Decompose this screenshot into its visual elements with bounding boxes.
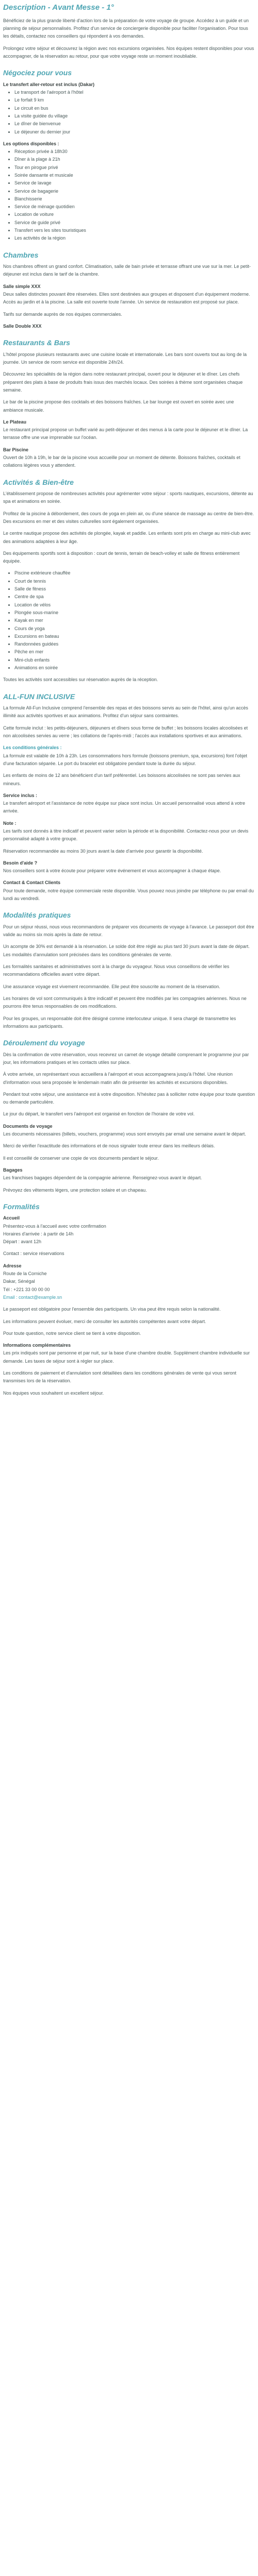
rooms-double-label: Salle Double XXX xyxy=(3,323,42,329)
rooms-paragraph: Tarifs sur demande auprès de nos équipes commerciales. xyxy=(3,311,122,317)
section-heading-what: Négociez pour vous xyxy=(3,69,72,77)
bagages-paragraph: Prévoyez des vêtements légers, une protection solaire et un chapeau. xyxy=(3,1187,147,1193)
restaurants-paragraph: Le bar de la piscine propose des cocktails et des boissons fraîches. Le bar lounge est ouvert en soirée avec une ambiance musicale. xyxy=(3,399,234,413)
list-item: • Les activités de la région xyxy=(14,234,255,242)
allin-service-label: Service inclus : xyxy=(3,792,38,798)
allin-note-label: Note : xyxy=(3,820,17,826)
list-item: • Service de guide privé xyxy=(14,219,255,227)
deroulement-paragraph: À votre arrivée, un représentant vous accueillera à l'aéroport et vous accompagnera jusqu'à l'hôtel. Une réunion d'information vous sera proposée le lendemain matin afin de présenter les activités et excursions disponibles. xyxy=(3,1072,233,1085)
list-item: • Le déjeuner du dernier jour xyxy=(14,128,255,136)
restaurants-paragraph: Le restaurant principal propose un buffet varié au petit-déjeuner et des menus à la carte pour le déjeuner et le dîner. La terrasse offre une vue imprenable sur l'océan. xyxy=(3,427,248,440)
list-item: • Service de bagagerie xyxy=(14,188,255,195)
list-item: • Piscine extérieure chauffée xyxy=(14,569,255,577)
list-item: • Le dîner de bienvenue xyxy=(14,120,255,128)
activities-paragraph: Le centre nautique propose des activités de plongée, kayak et paddle. Les enfants sont pris en charge au mini-club avec des animations adaptées à leur âge. xyxy=(3,531,251,544)
bar-label: Bar Piscine xyxy=(3,447,29,452)
contact-label: Contact & Contact Clients xyxy=(3,880,61,886)
options-title: Les options disponibles : xyxy=(3,141,59,146)
contact-paragraph: Pour toute demande, notre équipe commerciale reste disponible. Vous pouvez nous joindre par téléphone ou par email du lundi au vendredi. xyxy=(3,888,254,902)
list-item: • Plongée sous-marine xyxy=(14,609,255,617)
list-item: • Excursions en bateau xyxy=(14,633,255,640)
section-heading-rooms: Chambres xyxy=(3,250,39,259)
allin-paragraph: Le transfert aéroport et l'assistance de notre équipe sur place sont inclus. Un accueil personnalisé vous attend à votre arrivée. xyxy=(3,801,245,814)
modalites-paragraph: Les formalités sanitaires et administratives sont à la charge du voyageur. Nous vous conseillons de vérifier les recommandations officielles avant votre départ. xyxy=(3,964,230,977)
list-item: • Soirée dansante et musicale xyxy=(14,172,255,179)
modalites-paragraph: Pour les groupes, un responsable doit être désigné comme interlocuteur unique. Il sera chargé de transmettre les informations aux participants. xyxy=(3,1015,236,1029)
formalites-contact: Contact : service réservations xyxy=(3,1251,64,1257)
list-item: • Cours de yoga xyxy=(14,625,255,633)
list-item: • Le circuit en bus xyxy=(14,105,255,112)
list-item: • Randonnées guidées xyxy=(14,640,255,648)
help-label: Besoin d'aide ? xyxy=(3,860,38,866)
text-line: Présentez-vous à l'accueil avec votre confirmation xyxy=(3,1223,106,1229)
section-heading-modalites: Modalités pratiques xyxy=(3,911,71,920)
address-line: Dakar, Sénégal xyxy=(3,1279,35,1284)
text-line: Horaires d'arrivée : à partir de 14h xyxy=(3,1231,74,1236)
formalites-paragraph: Pour toute question, notre service client se tient à votre disposition. xyxy=(3,1330,141,1336)
allin-paragraph: La formule All-Fun Inclusive comprend l'ensemble des repas et des boissons servis au sein de l'hôtel, ainsi qu'un accès illimité aux activités sportives et aux animations. Profitez d'un séjour sans contraintes. xyxy=(3,705,248,719)
allin-paragraph: Réservation recommandée au moins 30 jours avant la date d'arrivée pour garantir la disponibilité. xyxy=(3,848,203,854)
restaurants-paragraph: L'hôtel propose plusieurs restaurants avec une cuisine locale et internationale. Les bars sont ouverts tout au long de la journée. Un service de room service est disponible 24h/24. xyxy=(3,351,247,365)
formalites-paragraph: Le passeport est obligatoire pour l'ensemble des participants. Un visa peut être requis selon la nationalité. xyxy=(3,1307,221,1312)
section-heading-deroulement: Déroulement du voyage xyxy=(3,1039,85,1047)
formalites-lines xyxy=(3,1223,255,1246)
bagages-label: Bagages xyxy=(3,1167,23,1173)
list-item: • Location de voiture xyxy=(14,211,255,218)
list-item: • Réception privée à 18h30 xyxy=(14,148,255,156)
activities-list xyxy=(3,569,255,672)
allin-paragraph: Les enfants de moins de 12 ans bénéficient d'un tarif préférentiel. Les boissons alcoolisées ne sont pas servies aux mineurs. xyxy=(3,773,240,786)
deroulement-paragraph: Dès la confirmation de votre réservation, vous recevrez un carnet de voyage détaillé comprenant le programme jour par jour, les informations pratiques et les contacts utiles sur place. xyxy=(3,1052,249,1065)
intro-paragraph: Prolongez votre séjour et découvrez la région avec nos excursions organisées. Nos équipes restent disponibles pour vous accompagner, de la réservation au retour, pour que votre voyage reste un moment inoubliable. xyxy=(3,45,254,59)
activities-paragraph: Profitez de la piscine à débordement, des cours de yoga en plein air, ou d'une séance de massage au centre de bien-être. Des excursions en mer et des visites culturelles sont également organisées. xyxy=(3,511,254,524)
section-heading-all-inclusive: ALL-FUN INCLUSIVE xyxy=(3,692,75,701)
address-block xyxy=(3,1270,255,1301)
section-heading-formalites: Formalités xyxy=(3,1202,40,1211)
closing-paragraph: Nos équipes vous souhaitent un excellent séjour. xyxy=(3,1390,104,1396)
allin-paragraph: La formule est valable de 10h à 23h. Les consommations hors formule (boissons premium, spa, excursions) font l'objet d'une facturation séparée. Le port du bracelet est obligatoire pendant toute la durée du séjour. xyxy=(3,753,247,766)
activities-paragraph: Des équipements sportifs sont à disposition : court de tennis, terrain de beach-volley et salle de fitness entièrement équipée. xyxy=(3,550,240,564)
list-item: • Pêche en mer xyxy=(14,648,255,656)
email-link[interactable]: Email : contact@example.sn xyxy=(3,1294,62,1300)
list-item: • Kayak en mer xyxy=(14,617,255,624)
options-list xyxy=(3,148,255,243)
address-line: Tél : +221 33 00 00 00 xyxy=(3,1286,50,1292)
restaurant-label: Le Plateau xyxy=(3,419,27,425)
deroulement-paragraph: Le jour du départ, le transfert vers l'aéroport est organisé en fonction de l'horaire de votre vol. xyxy=(3,1111,195,1117)
modalites-paragraph: Pour un séjour réussi, nous vous recommandons de préparer vos documents de voyage à l'avance. Le passeport doit être valide au moins six mois après la date de retour. xyxy=(3,924,254,938)
address-label: Adresse xyxy=(3,1263,22,1268)
modalites-paragraph: Une assurance voyage est vivement recommandée. Elle peut être souscrite au moment de la réservation. xyxy=(3,984,220,989)
modalites-paragraph: Les horaires de vol sont communiqués à titre indicatif et peuvent être modifiés par les compagnies aériennes. Nous ne pourrons être tenus responsables de ces modifications. xyxy=(3,995,247,1009)
documents-paragraph: Merci de vérifier l'exactitude des informations et de nous signaler toute erreur dans les meilleurs délais. xyxy=(3,1143,215,1149)
list-item: • Le transport de l'aéroport à l'hôtel xyxy=(14,89,255,96)
allin-highlight-label: Les conditions générales : xyxy=(3,745,62,751)
list-item: • Service de lavage xyxy=(14,179,255,187)
page-banner: Description - Avant Messe - 1° xyxy=(3,3,114,12)
rooms-paragraph: Nos chambres offrent un grand confort. Climatisation, salle de bain privée et terrasse offrant une vue sur la mer. Le petit-déjeuner est inclus dans le tarif de la chambre. xyxy=(3,264,251,277)
list-item: • Blanchisserie xyxy=(14,195,255,203)
rooms-paragraph: Deux salles distinctes pouvant être réservées. Elles sont destinées aux groupes et disposent d'un équipement moderne. Accès au jardin et à la piscine. La salle est ouverte toute l'année. Un service de restauration est proposé sur place. xyxy=(3,292,250,305)
deroulement-paragraph: Pendant tout votre séjour, une assistance est à votre disposition. N'hésitez pas à solliciter notre équipe pour toute question ou demande particulière. xyxy=(3,1091,255,1105)
included-list xyxy=(3,89,255,136)
allin-paragraph: Les tarifs sont donnés à titre indicatif et peuvent varier selon la période et la disponibilité. Contactez-nous pour un devis personnalisé adapté à votre groupe. xyxy=(3,828,249,842)
formalites-paragraph: Les informations peuvent évoluer, merci de consulter les autorités compétentes avant votre départ. xyxy=(3,1318,206,1324)
activities-paragraph: L'établissement propose de nombreuses activités pour agrémenter votre séjour : sports nautiques, excursions, détente au spa et animations en soirée. xyxy=(3,491,253,504)
rooms-single-label: Salle simple XXX xyxy=(3,283,41,289)
list-item: • Centre de spa xyxy=(14,593,255,601)
closing-label: Informations complémentaires xyxy=(3,1343,71,1348)
list-item: • Dîner à la plage à 21h xyxy=(14,156,255,163)
modalites-paragraph: Un acompte de 30% est demandé à la réservation. Le solde doit être réglé au plus tard 30 jours avant la date de départ. Les modalités d'annulation sont précisées dans les conditions générales de vente. xyxy=(3,944,250,957)
help-paragraph: Nos conseillers sont à votre écoute pour préparer votre événement et vous accompagner à chaque étape. xyxy=(3,868,221,874)
list-item: • La visite guidée du village xyxy=(14,112,255,120)
list-item: • Salle de fitness xyxy=(14,585,255,593)
list-item: • Animations en soirée xyxy=(14,664,255,672)
closing-paragraph: Les conditions de paiement et d'annulation sont détaillées dans les conditions générales de vente qui vous seront transmises lors de la réservation. xyxy=(3,1370,237,1384)
section-heading-restaurants: Restaurants & Bars xyxy=(3,338,70,347)
list-item: • Court de tennis xyxy=(14,578,255,585)
documents-paragraph: Il est conseillé de conserver une copie de vos documents pendant le séjour. xyxy=(3,1155,159,1161)
list-item: • Tour en pirogue privé xyxy=(14,164,255,172)
list-item: • Service de ménage quotidien xyxy=(14,203,255,211)
closing-paragraph: Les prix indiqués sont par personne et par nuit, sur la base d'une chambre double. Supplément chambre individuelle sur demande. Les taxes de séjour sont à régler sur place. xyxy=(3,1350,250,1364)
address-line: Route de la Corniche xyxy=(3,1271,47,1277)
section-heading-activities: Activités & Bien-être xyxy=(3,478,74,486)
list-item: • Transfert vers les sites touristiques xyxy=(14,227,255,234)
list-item: • Le forfait 9 km xyxy=(14,96,255,104)
formalites-label: Accueil xyxy=(3,1215,20,1221)
bagages-paragraph: Les franchises bagages dépendent de la compagnie aérienne. Renseignez-vous avant le départ. xyxy=(3,1175,202,1181)
documents-label: Documents de voyage xyxy=(3,1123,53,1129)
intro-paragraph: Bénéficiez de la plus grande liberté d'action lors de la préparation de votre voyage de groupe. Accédez à un guide et un planning de séjour personnalisés. Profitez d'un service de conciergerie disponible pour faciliter l'organisation. Pour tous les détails, contactez nos conseillers qui répondent à vos demandes. xyxy=(3,18,249,39)
restaurants-paragraph: Découvrez les spécialités de la région dans notre restaurant principal, ouvert pour le déjeuner et le dîner. Les chefs préparent des plats à base de produits frais issus des marchés locaux. Des soirées à thème sont organisées chaque semaine. xyxy=(3,371,243,393)
restaurants-paragraph: Ouvert de 10h à 19h, le bar de la piscine vous accueille pour un moment de détente. Boissons fraîches, cocktails et collations légères vous y attendent. xyxy=(3,455,240,468)
list-item: • Location de vélos xyxy=(14,601,255,609)
documents-paragraph: Les documents nécessaires (billets, vouchers, programme) vous sont envoyés par email une semaine avant le départ. xyxy=(3,1131,246,1137)
allin-paragraph: Cette formule inclut : les petits-déjeuners, déjeuners et dîners sous forme de buffet ; les boissons locales alcoolisées et non alcoolisées servies au verre ; les collations de l'après-midi ; l'accès aux installations sportives et aux animations. xyxy=(3,725,248,739)
activities-paragraph: Toutes les activités sont accessibles sur réservation auprès de la réception. xyxy=(3,677,158,683)
text-line: Départ : avant 12h xyxy=(3,1239,42,1245)
included-title: Le transfert aller-retour est inclus (Dakar) xyxy=(3,81,95,87)
list-item: • Mini-club enfants xyxy=(14,656,255,664)
